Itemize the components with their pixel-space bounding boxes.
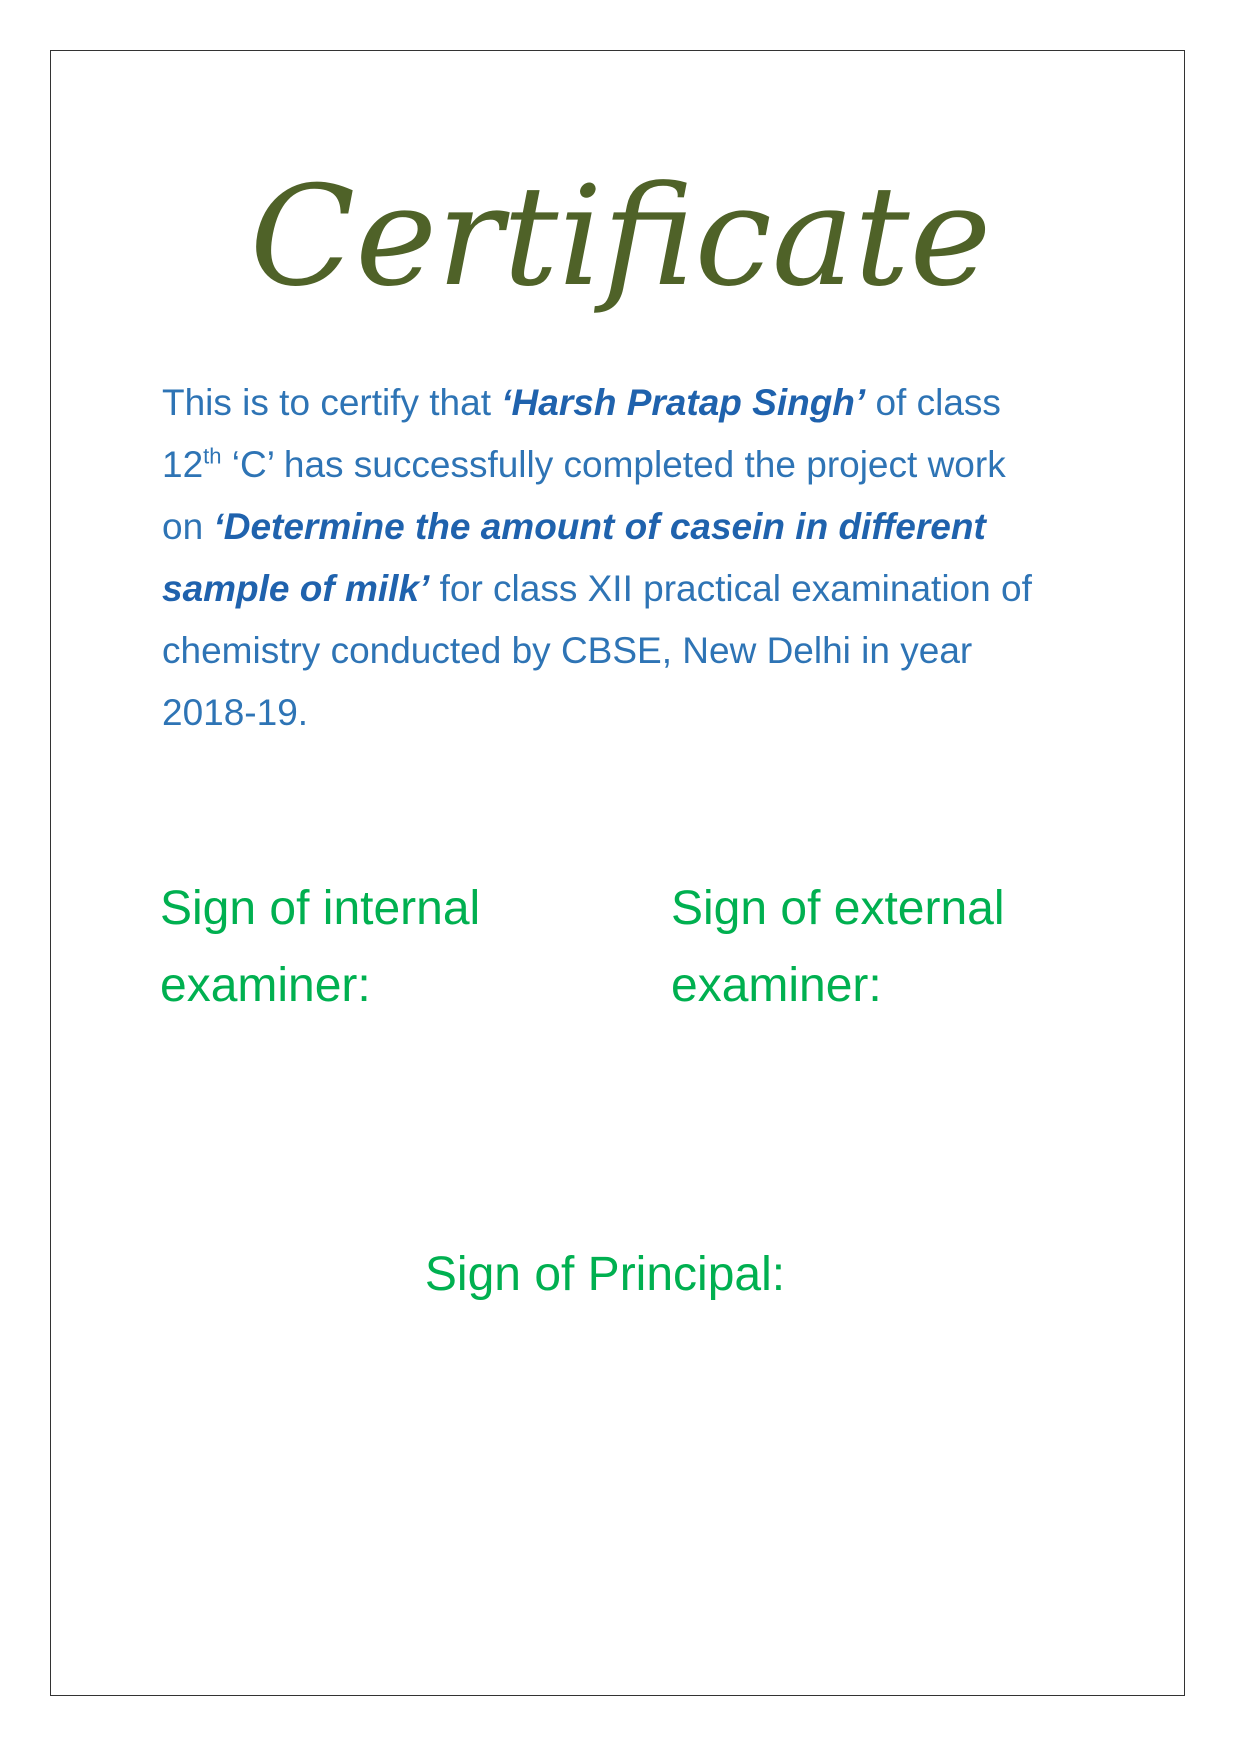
external-examiner-signature — [671, 870, 1111, 1024]
project-title: ‘Determine the amount of casein in different sample of milk’ — [162, 506, 986, 609]
internal-examiner-line-1: Sign of internal — [160, 882, 481, 935]
external-examiner-line-2: examiner: — [671, 959, 882, 1012]
student-name: ‘Harsh Pratap Singh’ — [501, 382, 866, 423]
certificate-title: Certificate — [249, 156, 992, 317]
body-class: of class 12 — [162, 382, 1001, 485]
body-closing: for class XII practical examination of chemistry conducted by CBSE, New Delhi in year 2018-19. — [162, 568, 1032, 733]
internal-examiner-signature — [160, 870, 600, 1024]
external-examiner-line-1: Sign of external — [671, 882, 1005, 935]
class-superscript: th — [203, 443, 222, 469]
body-section: ‘C’ has successfully completed the project work on — [162, 444, 1006, 547]
body-intro: This is to certify that — [162, 382, 502, 423]
internal-examiner-line-2: examiner: — [160, 959, 371, 1012]
principal-signature: Sign of Principal: — [424, 1248, 786, 1301]
certificate-body — [162, 372, 1042, 744]
